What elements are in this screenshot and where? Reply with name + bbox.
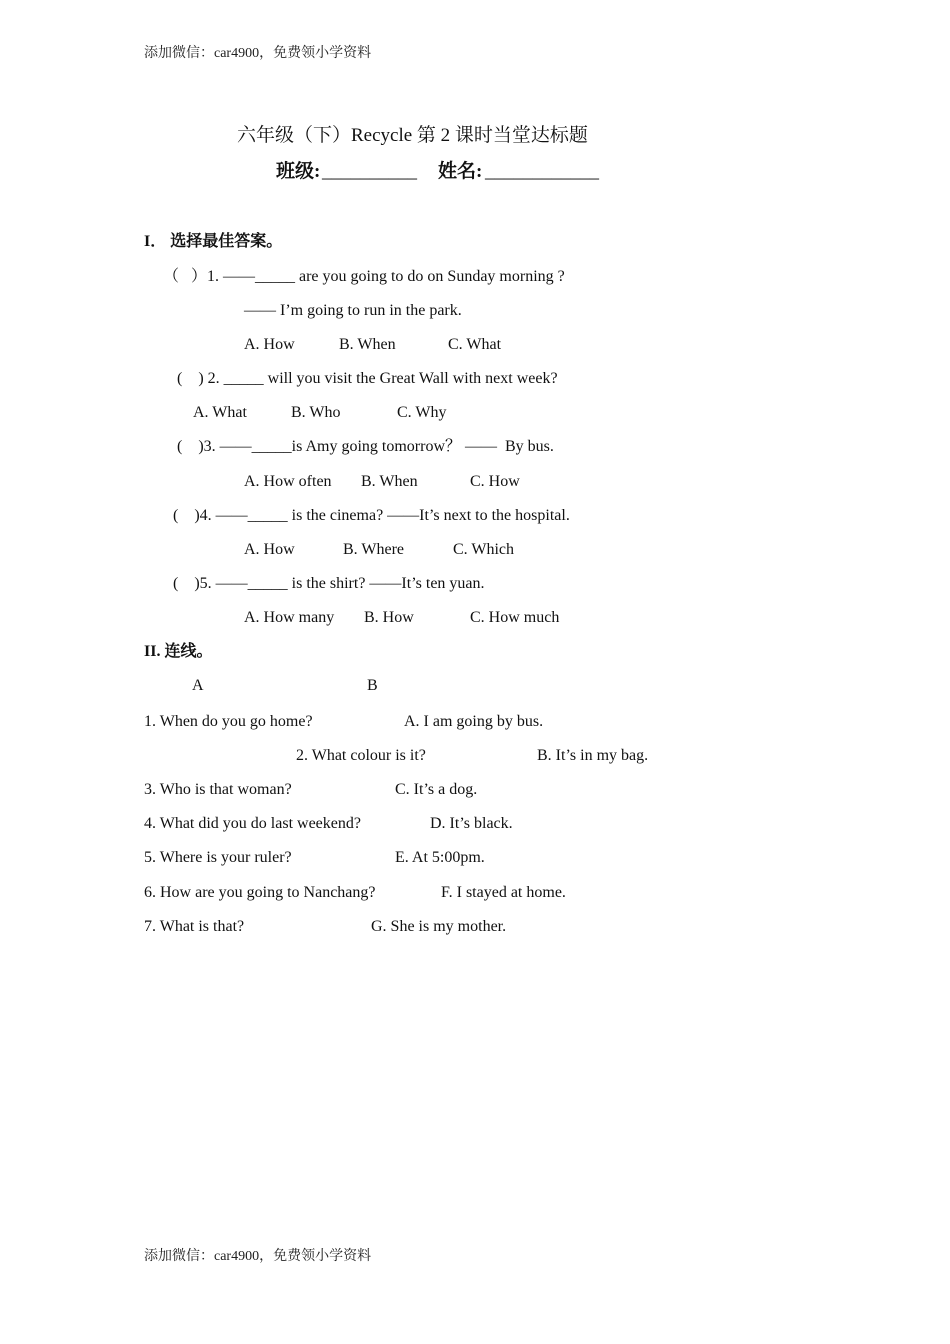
q3-stem: ( )3. ——_____is Amy going tomorrow？ —— By bus. xyxy=(177,438,554,455)
class-label: 班级: xyxy=(276,161,321,182)
section1-heading: I． 选择最佳答案。 xyxy=(144,233,283,250)
match-left-5: 5. Where is your ruler? xyxy=(144,849,292,866)
q5-option-c: C. How much xyxy=(470,609,560,626)
name-label: 姓名: xyxy=(438,161,483,182)
match-right-3: C. It’s a dog. xyxy=(395,781,478,798)
q4-option-c: C. Which xyxy=(453,541,515,558)
q5-option-b: B. How xyxy=(364,609,414,626)
match-left-2: 2. What colour is it? xyxy=(296,747,426,764)
q1-reply: —— I’m going to run in the park. xyxy=(244,302,462,319)
q4-option-b: B. Where xyxy=(343,541,405,558)
match-left-7: 7. What is that? xyxy=(144,918,245,935)
page-title: 六年级（下）Recycle 第 2 课时当堂达标题 xyxy=(237,125,588,146)
q4-stem: ( )4. ——_____ is the cinema? ——It’s next to the hospital. xyxy=(173,507,570,524)
q4-option-a: A. How xyxy=(244,541,295,558)
column-a-label: A xyxy=(192,677,204,694)
column-b-label: B xyxy=(367,677,378,694)
q2-option-a: A. What xyxy=(193,404,247,421)
q5-stem: ( )5. ——_____ is the shirt? ——It’s ten yuan. xyxy=(173,575,485,592)
class-blank: __________ xyxy=(322,161,417,182)
q3-option-b: B. When xyxy=(361,473,418,490)
q1-option-b: B. When xyxy=(339,336,396,353)
name-blank: ____________ xyxy=(485,161,599,182)
section2-heading: II. 连线。 xyxy=(144,643,213,660)
q2-option-b: B. Who xyxy=(291,404,341,421)
match-right-5: E. At 5:00pm. xyxy=(395,849,485,866)
q5-option-a: A. How many xyxy=(244,609,335,626)
q1-stem: （ ）1. ——_____ are you going to do on Sunday morning ? xyxy=(163,268,565,285)
q2-option-c: C. Why xyxy=(397,404,447,421)
q3-option-c: C. How xyxy=(470,473,520,490)
q1-option-c: C. What xyxy=(448,336,502,353)
match-right-6: F. I stayed at home. xyxy=(441,884,566,901)
q3-option-a: A. How often xyxy=(244,473,332,490)
match-right-1: A. I am going by bus. xyxy=(404,713,544,730)
match-left-3: 3. Who is that woman? xyxy=(144,781,292,798)
q2-stem: ( ) 2. _____ will you visit the Great Wall with next week? xyxy=(177,370,558,387)
match-right-4: D. It’s black. xyxy=(430,815,513,832)
match-right-2: B. It’s in my bag. xyxy=(537,747,649,764)
footer-note: 添加微信：car4900，免费领小学资料 xyxy=(144,1249,372,1264)
match-right-7: G. She is my mother. xyxy=(371,918,507,935)
header-note: 添加微信：car4900，免费领小学资料 xyxy=(144,46,372,61)
match-left-1: 1. When do you go home? xyxy=(144,713,313,730)
match-left-6: 6. How are you going to Nanchang? xyxy=(144,884,376,901)
match-left-4: 4. What did you do last weekend? xyxy=(144,815,361,832)
q1-option-a: A. How xyxy=(244,336,295,353)
